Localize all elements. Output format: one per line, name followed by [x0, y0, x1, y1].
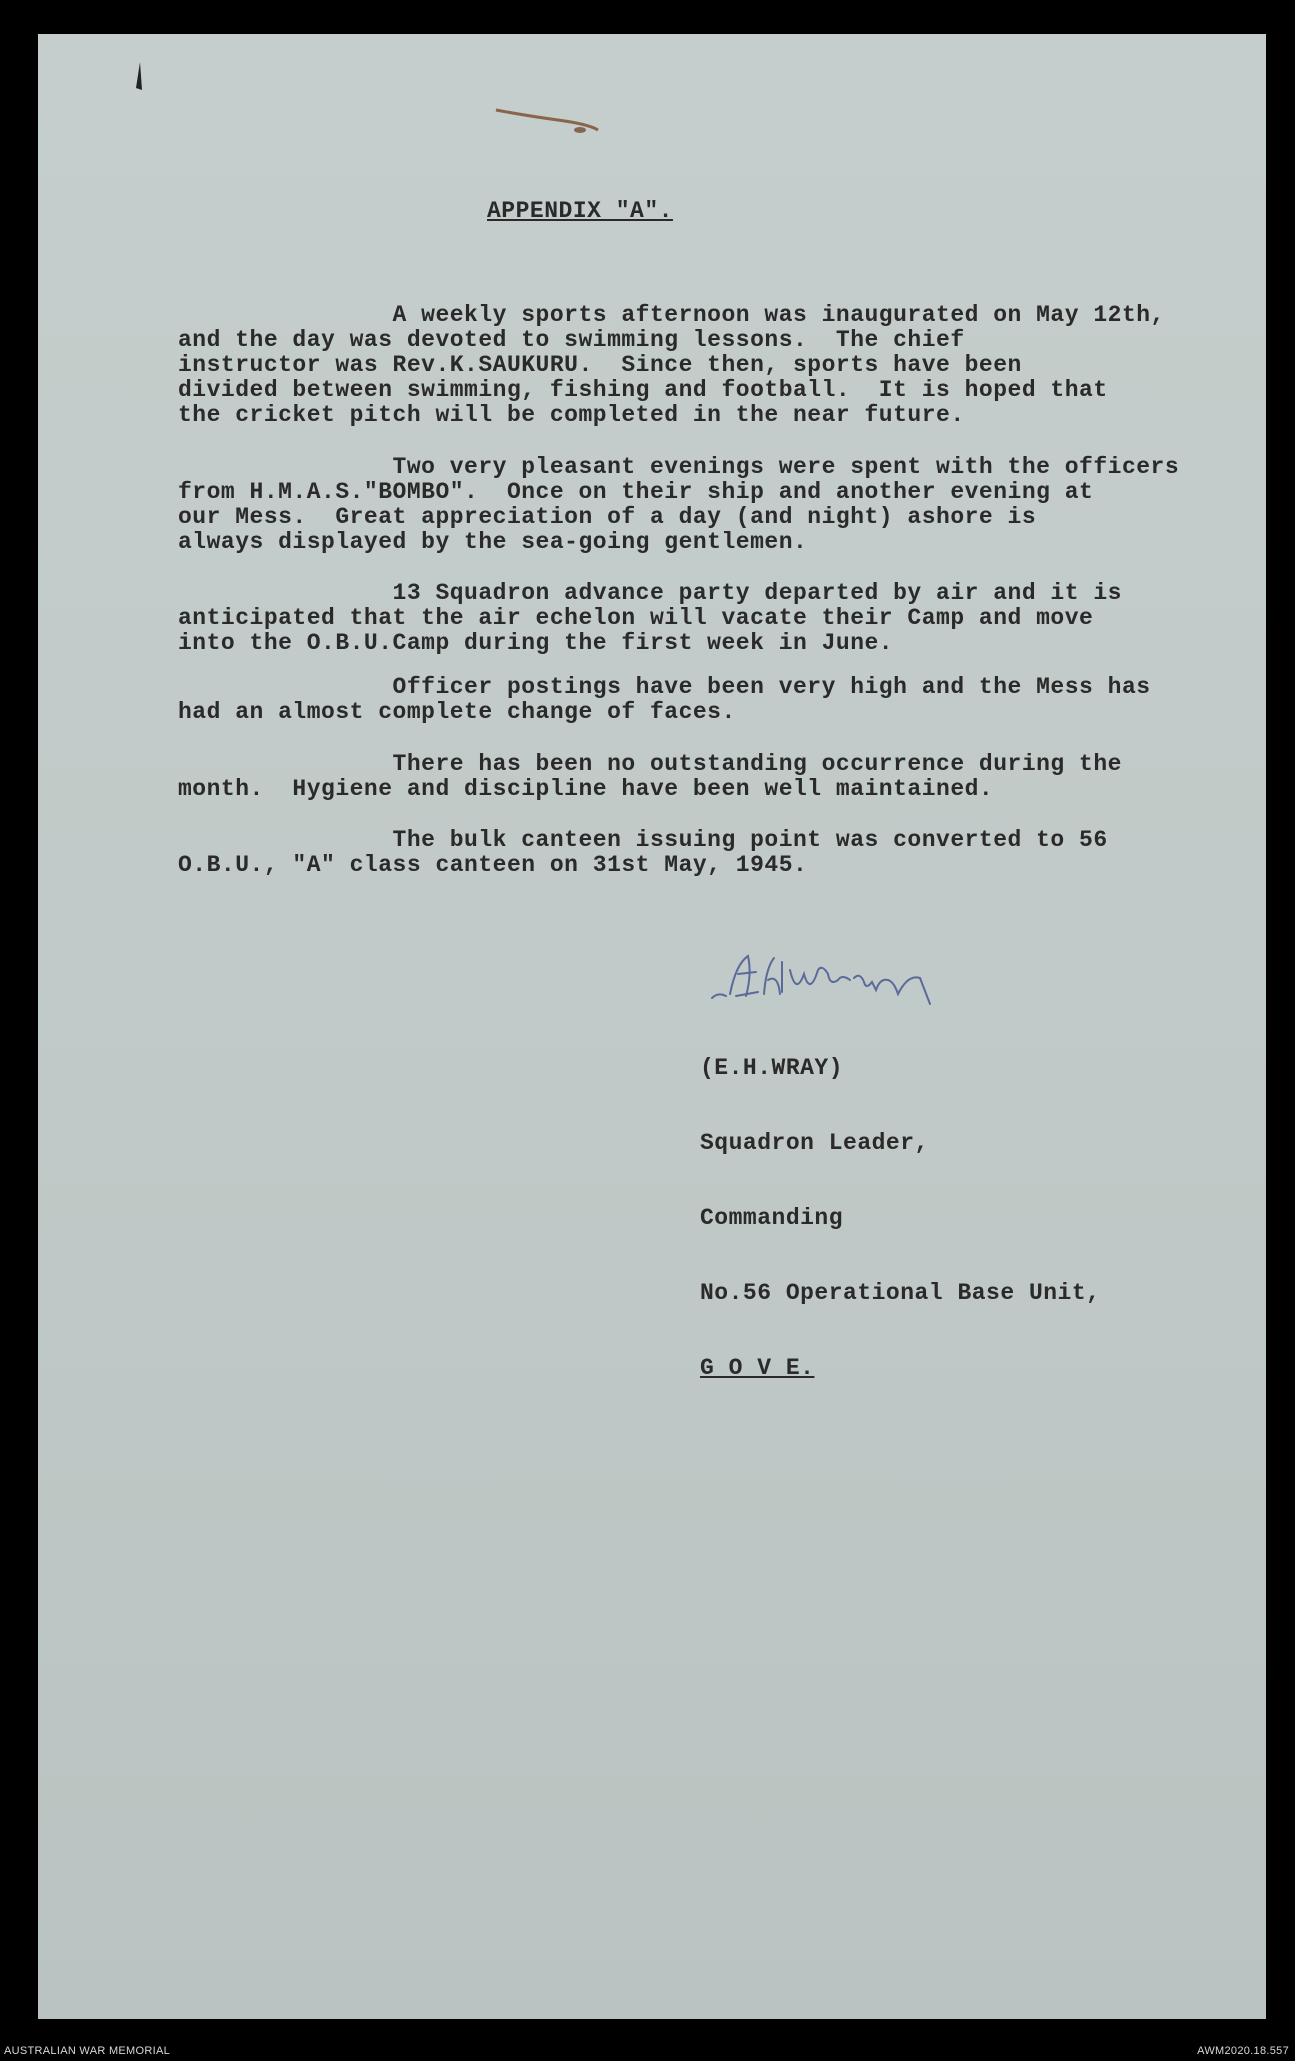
- paragraph-squadron: 13 Squadron advance party departed by air and it is anticipated that the air echelon will vacate their Camp and move into the O.B.U.Camp during the first week in June.: [178, 580, 1122, 656]
- rust-stain: [488, 96, 608, 146]
- signatory-rank: Squadron Leader,: [700, 1130, 929, 1156]
- corner-mark: [130, 58, 150, 98]
- footer-institution: AUSTRALIAN WAR MEMORIAL: [4, 2045, 171, 2057]
- paragraph-bombo: Two very pleasant evenings were spent with the officers from H.M.A.S."BOMBO". Once on their ship and another evening at our Mess. Great appreciation of a day (and night) ashore is always displayed by the sea-going gentlemen.: [178, 454, 1180, 555]
- paragraph-canteen: The bulk canteen issuing point was converted to 56 O.B.U., "A" class canteen on 31st May, 1945.: [178, 827, 1108, 878]
- document-page: [38, 34, 1266, 2019]
- signatory-name: (E.H.WRAY): [700, 1055, 844, 1081]
- footer-accession-number: AWM2020.18.557: [1197, 2045, 1289, 2057]
- paragraph-postings: Officer postings have been very high and the Mess has had an almost complete change of faces.: [178, 674, 1151, 725]
- signature-block: [700, 1006, 1100, 1431]
- page-title: APPENDIX "A".: [487, 198, 673, 224]
- signatory-location: G O V E.: [700, 1355, 815, 1381]
- signatory-unit: No.56 Operational Base Unit,: [700, 1280, 1101, 1306]
- signatory-role: Commanding: [700, 1205, 844, 1231]
- paragraph-hygiene: There has been no outstanding occurrence during the month. Hygiene and discipline have been well maintained.: [178, 751, 1122, 802]
- paragraph-sports: A weekly sports afternoon was inaugurated on May 12th, and the day was devoted to swimming lessons. The chief instructor was Rev.K.SAUKURU. Since then, sports have been divided between swimming, fishing and football. It is hoped that the cricket pitch will be completed in the near future.: [178, 302, 1165, 428]
